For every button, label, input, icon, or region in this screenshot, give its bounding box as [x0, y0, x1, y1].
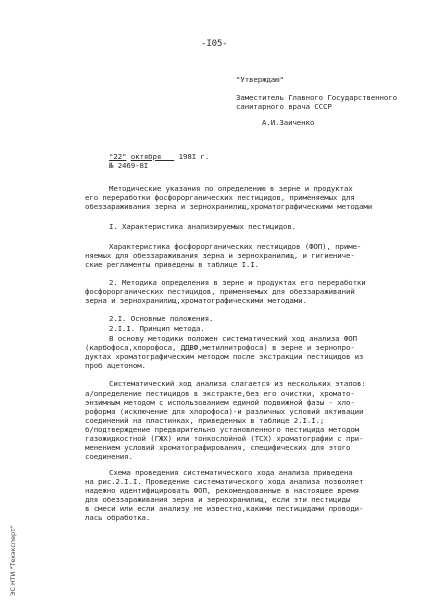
body-line: 2. Методика определения в зерне и продуктах его переработки [109, 278, 366, 287]
body-line: Схема проведения систематического хода анализа приведена [109, 468, 353, 477]
approval-line: санитарного врача СССР [236, 102, 332, 111]
body-line: соединения. [85, 452, 133, 461]
title-line: обеззараживания зерна и зернохранилищ,хроматографическими методами [85, 202, 373, 211]
body-line: б/подтверждение предварительно установленного пестицида методом [85, 425, 360, 434]
approval-date [109, 152, 209, 161]
body-line: Систематический ход анализа слагается из нескольких этапов: [109, 379, 366, 388]
side-label [6, 504, 18, 600]
approval-line: Заместитель Главного Государственного [236, 93, 397, 102]
title-line: Методические указания по определению в зерне и продуктах [109, 184, 353, 193]
approval-stamp: "Утверждаю" [236, 75, 284, 84]
side-label-text: ЭС НТИ "Техэксперт" [9, 525, 17, 596]
date-month: октября [130, 152, 162, 161]
body-line: на рис.2.I.I. Проведение систематического хода анализа позволяет [85, 477, 364, 486]
body-line: В основу методики положен систематический ход анализа ФОП [109, 334, 357, 343]
approval-signer: А.И.Заиченко [262, 118, 315, 127]
body-line: соединений на пластинках, приведенных в таблице 2.I.I.; [85, 416, 325, 425]
body-line: энзимным методом с использованием единой подвижной фазы - хло- [85, 398, 355, 407]
body-line: Характеристика фосфорорганических пестицидов (ФОП), приме- [109, 242, 362, 251]
body-line: дуктах хроматографическим методом после экстракции пестицидов из [85, 352, 364, 361]
page-number: -I05- [201, 39, 228, 49]
body-line: а/определение пестицидов в экстракте,без его очистки, хромато- [85, 389, 355, 398]
body-line: для обеззараживания зерна и зернохранилищ, если эти пестициды [85, 495, 351, 504]
body-line: газожидкостной (ГЖХ) или тонкослойной (ТСХ) хроматографии с при- [85, 434, 364, 443]
body-line: ские регламенты приведены в таблице I.I. [85, 260, 259, 269]
document-number: № 2469-8I [109, 161, 149, 170]
body-line: зерна и зернохранилищ,хроматографическими методами. [85, 296, 307, 305]
body-line: менением условий хроматографирования, специфических для этого [85, 443, 351, 452]
body-line: надежно идентифицировать ФОП, рекомендованные в настоящее время [85, 486, 360, 495]
body-line: (карбофоса,хлорофоса, ДДВФ,метилнитрофоса) в зерне и зернопро- [85, 343, 355, 352]
title-line: его переработки фосфорорганических пестицидов, применяемых для [85, 193, 355, 202]
body-line: роформа (исключение для хлорофоса)-и различных условий активации [85, 407, 364, 416]
date-day: "22" [109, 152, 127, 161]
date-year: 198I г. [178, 152, 210, 161]
body-line: проб ацетоном. [85, 361, 146, 370]
body-line: I. Характеристика анализируемых пестицидов. [109, 222, 297, 231]
body-line: 2.I. Основные положения. [109, 314, 214, 323]
body-line: лась обработка. [85, 513, 151, 522]
body-line: 2.I.I. Принцип метода. [109, 324, 205, 333]
body-line: няемых для обеззараживания зерна и зернохранилищ, и гигиениче- [85, 251, 355, 260]
body-line: в смеси или если анализу не известно,какими пестицидами проводи- [85, 504, 364, 513]
body-line: фосфорорганических пестицидов, применяемых для обеззараживаний [85, 287, 355, 296]
